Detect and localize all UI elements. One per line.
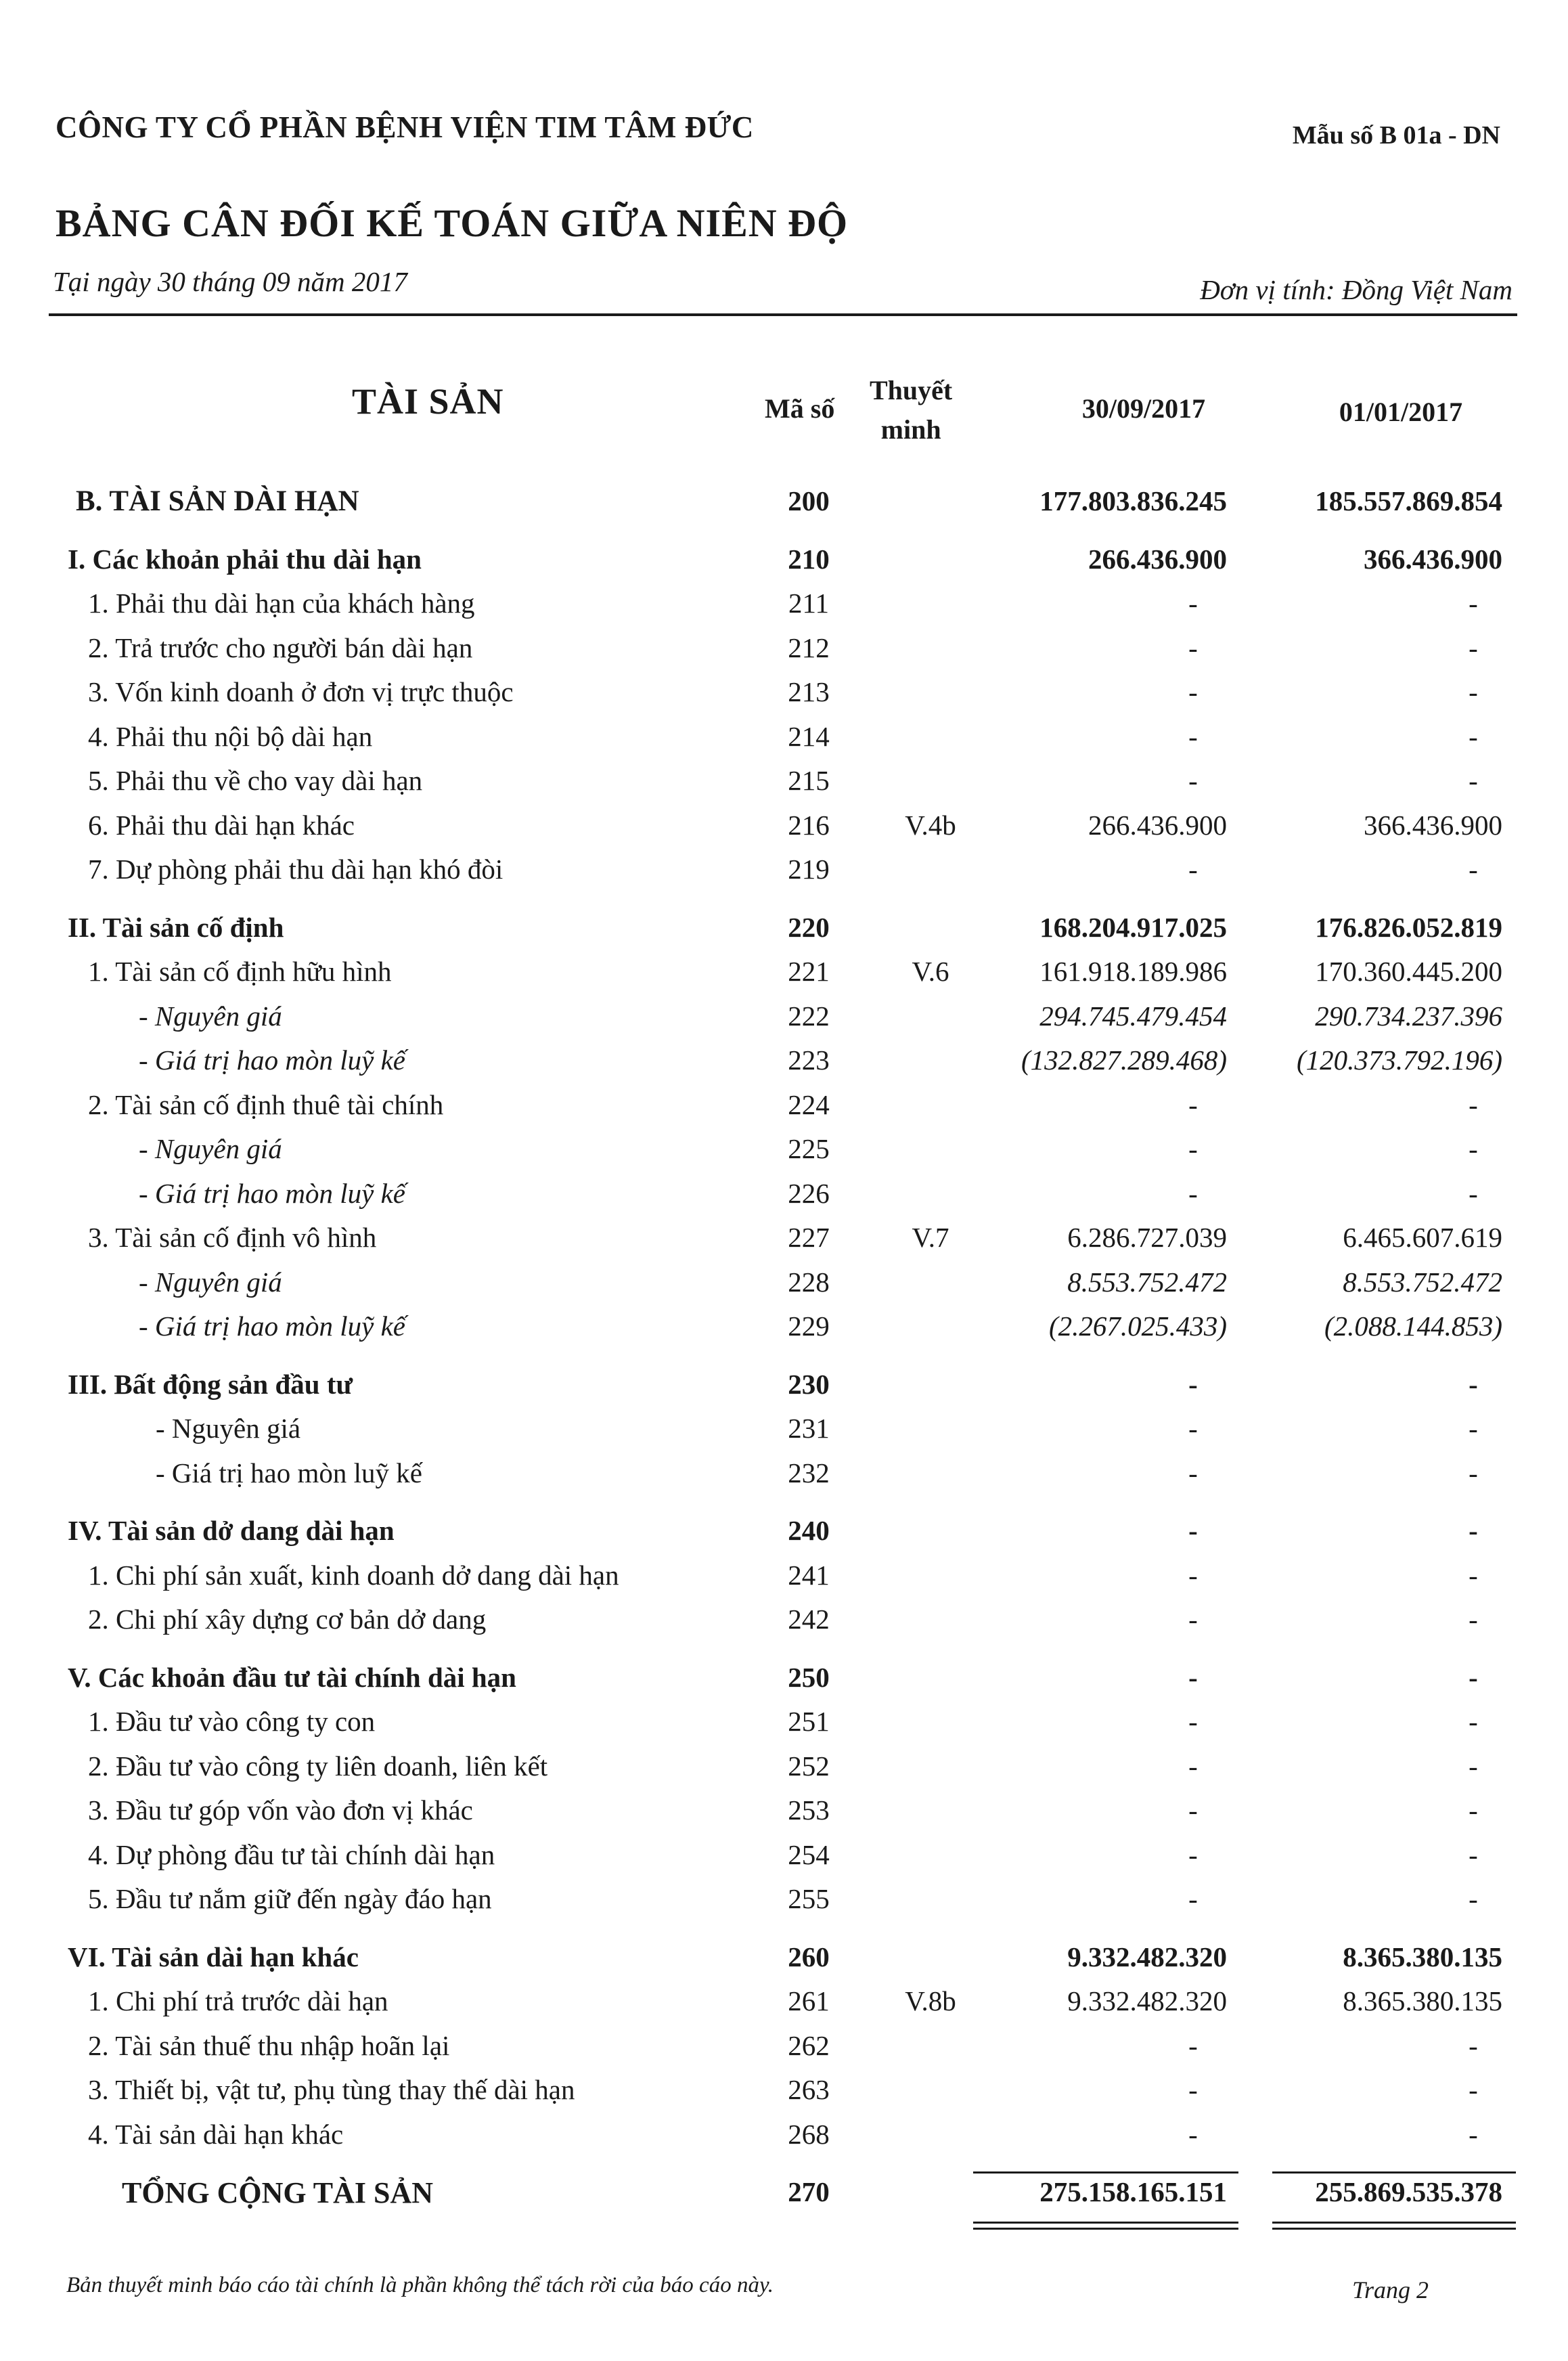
row-value-opening: 8.553.752.472: [1343, 1266, 1502, 1298]
row-note: V.8b: [905, 1985, 956, 2016]
table-row: [0, 1170, 1568, 1215]
row-label: 3. Thiết bị, vật tư, phụ tùng thay thế dài hạn: [88, 2074, 575, 2105]
row-label: 3. Đầu tư góp vốn vào đơn vị khác: [88, 1794, 473, 1826]
row-code: 224: [788, 1088, 830, 1120]
table-row: [0, 1037, 1568, 1082]
row-value-current: -: [1188, 2118, 1198, 2150]
row-label: 7. Dự phòng phải thu dài hạn khó đòi: [88, 854, 503, 885]
table-row: [0, 1450, 1568, 1495]
row-value-opening: -: [1469, 632, 1478, 663]
row-value-opening: 290.734.237.396: [1315, 1000, 1502, 1032]
row-value-current: -: [1188, 1604, 1198, 1635]
table-row: [0, 669, 1568, 713]
row-label: - Nguyên giá: [139, 1133, 282, 1164]
table-row: [0, 1303, 1568, 1348]
row-value-current: -: [1188, 1133, 1198, 1164]
table-row: [0, 2067, 1568, 2111]
total-bottom-rule-2b: [1272, 2228, 1516, 2230]
row-value-current: -: [1188, 1838, 1198, 1870]
row-code: 240: [788, 1515, 830, 1546]
row-value-opening: -: [1469, 720, 1478, 752]
row-code: 231: [788, 1413, 830, 1444]
report-date: Tại ngày 30 tháng 09 năm 2017: [53, 266, 407, 297]
row-code: 230: [788, 1368, 830, 1400]
table-row: [0, 713, 1568, 758]
row-code: 228: [788, 1266, 830, 1298]
table-row: [0, 1934, 1568, 1979]
row-value-opening: -: [1469, 676, 1478, 707]
row-label: 2. Tài sản cố định thuê tài chính: [88, 1088, 444, 1120]
total-row: [0, 2169, 1568, 2213]
row-value-opening: -: [1469, 1604, 1478, 1635]
row-label: - Giá trị hao mòn luỹ kế: [139, 1044, 405, 1076]
row-value-current: -: [1188, 1794, 1198, 1826]
row-label: 2. Chi phí xây dựng cơ bản dở dang: [88, 1604, 487, 1635]
row-code: 268: [788, 2118, 830, 2150]
column-header-asset: TÀI SẢN: [352, 381, 504, 422]
row-value-opening: -: [1469, 1838, 1478, 1870]
table-row: [0, 1214, 1568, 1259]
column-header-note-line2: minh: [880, 414, 941, 445]
row-value-current: -: [1188, 1515, 1198, 1546]
row-value-opening: -: [1469, 1661, 1478, 1693]
row-code: 214: [788, 720, 830, 752]
row-label: 1. Phải thu dài hạn của khách hàng: [88, 588, 475, 619]
row-value-current: (2.267.025.433): [1048, 1310, 1227, 1342]
row-value-current: 8.553.752.472: [1067, 1266, 1227, 1298]
row-code: 262: [788, 2029, 830, 2061]
row-note: V.6: [912, 956, 949, 987]
balance-sheet-rows: [0, 478, 1568, 2213]
row-code: 221: [788, 956, 830, 987]
company-name: CÔNG TY CỔ PHẦN BỆNH VIỆN TIM TÂM ĐỨC: [55, 110, 754, 144]
table-row: [0, 2023, 1568, 2067]
row-label: VI. Tài sản dài hạn khác: [68, 1941, 359, 1972]
row-value-current: -: [1188, 1706, 1198, 1737]
row-value-opening: -: [1469, 1559, 1478, 1591]
column-header-date1: 30/09/2017: [1081, 393, 1206, 424]
row-value-current: -: [1188, 1883, 1198, 1914]
row-value-opening: -: [1469, 588, 1478, 619]
row-value-opening: -: [1469, 765, 1478, 796]
row-value-current: -: [1188, 588, 1198, 619]
row-value-current: 9.332.482.320: [1067, 1985, 1227, 2016]
row-label: 4. Dự phòng đầu tư tài chính dài hạn: [88, 1838, 495, 1870]
row-code: 220: [788, 911, 830, 943]
row-code: 263: [788, 2074, 830, 2105]
row-value-opening: -: [1469, 1177, 1478, 1209]
row-label: - Giá trị hao mòn luỹ kế: [139, 1177, 405, 1209]
row-note: V.4b: [905, 809, 956, 841]
table-row: [0, 1698, 1568, 1743]
table-row: [0, 1082, 1568, 1126]
row-code: 254: [788, 1838, 830, 1870]
row-value-opening: 8.365.380.135: [1343, 1985, 1502, 2016]
row-value-current: (132.827.289.468): [1021, 1044, 1227, 1076]
row-value-current: 294.745.479.454: [1039, 1000, 1227, 1032]
table-row: [0, 625, 1568, 669]
row-label: 4. Tài sản dài hạn khác: [88, 2118, 344, 2150]
row-code: 222: [788, 1000, 830, 1032]
row-value-current: -: [1188, 2029, 1198, 2061]
row-label: 4. Phải thu nội bộ dài hạn: [88, 720, 373, 752]
row-code: 253: [788, 1794, 830, 1826]
row-code: 232: [788, 1457, 830, 1488]
total-code: 270: [788, 2176, 830, 2207]
row-code: 241: [788, 1559, 830, 1591]
row-value-opening: -: [1469, 1883, 1478, 1914]
row-value-opening: 366.436.900: [1364, 543, 1502, 575]
table-row: [0, 846, 1568, 891]
table-row: [0, 1743, 1568, 1788]
row-code: 219: [788, 854, 830, 885]
row-label: - Giá trị hao mòn luỹ kế: [139, 1310, 405, 1342]
row-code: 255: [788, 1883, 830, 1914]
row-value-current: -: [1188, 720, 1198, 752]
row-code: 250: [788, 1661, 830, 1693]
row-code: 225: [788, 1133, 830, 1164]
row-label: V. Các khoản đầu tư tài chính dài hạn: [68, 1661, 516, 1693]
row-value-current: -: [1188, 1088, 1198, 1120]
row-value-opening: 366.436.900: [1364, 809, 1502, 841]
row-label: IV. Tài sản dở dang dài hạn: [68, 1515, 395, 1546]
column-header-date2: 01/01/2017: [1339, 397, 1463, 427]
row-code: 227: [788, 1222, 830, 1253]
column-header-note-line1: Thuyết: [870, 375, 953, 405]
row-code: 213: [788, 676, 830, 707]
row-label: 2. Tài sản thuế thu nhập hoãn lại: [88, 2029, 450, 2061]
row-value-opening: (120.373.792.196): [1296, 1044, 1502, 1076]
row-label: 5. Đầu tư nắm giữ đến ngày đáo hạn: [88, 1883, 492, 1914]
table-row: [0, 580, 1568, 625]
row-label: 1. Tài sản cố định hữu hình: [88, 956, 392, 987]
header-divider: [49, 313, 1517, 316]
row-value-current: 9.332.482.320: [1067, 1941, 1227, 1972]
row-value-opening: -: [1469, 1088, 1478, 1120]
row-value-opening: 185.557.869.854: [1315, 485, 1502, 516]
row-value-current: 266.436.900: [1088, 543, 1227, 575]
table-row: [0, 948, 1568, 993]
row-value-opening: 170.360.445.200: [1315, 956, 1502, 987]
row-code: 260: [788, 1941, 830, 1972]
row-label: 2. Đầu tư vào công ty liên doanh, liên kết: [88, 1750, 548, 1782]
row-label: 6. Phải thu dài hạn khác: [88, 809, 355, 841]
row-label: 1. Chi phí trả trước dài hạn: [88, 1985, 388, 2016]
table-row: [0, 1596, 1568, 1641]
row-value-opening: -: [1469, 1794, 1478, 1826]
row-value-current: -: [1188, 854, 1198, 885]
row-label: I. Các khoản phải thu dài hạn: [68, 543, 422, 575]
table-row: [0, 757, 1568, 802]
row-value-opening: -: [1469, 1515, 1478, 1546]
row-label: 5. Phải thu về cho vay dài hạn: [88, 765, 423, 796]
row-code: 242: [788, 1604, 830, 1635]
table-row: [0, 1507, 1568, 1552]
row-code: 229: [788, 1310, 830, 1342]
table-row: [0, 478, 1568, 523]
table-row: [0, 1978, 1568, 2023]
row-label: 3. Tài sản cố định vô hình: [88, 1222, 377, 1253]
total-bottom-rule-2: [1272, 2222, 1516, 2224]
total-top-rule-2: [1272, 2171, 1516, 2174]
table-row: [0, 1654, 1568, 1699]
row-value-opening: -: [1469, 1750, 1478, 1782]
row-value-opening: -: [1469, 1457, 1478, 1488]
table-row: [0, 1876, 1568, 1920]
column-header-code: Mã số: [765, 393, 835, 424]
table-row: [0, 802, 1568, 847]
row-code: 200: [788, 485, 830, 516]
total-top-rule-1: [973, 2171, 1238, 2174]
row-code: 215: [788, 765, 830, 796]
row-value-current: -: [1188, 1559, 1198, 1591]
row-label: B. TÀI SẢN DÀI HẠN: [76, 485, 359, 517]
row-value-current: -: [1188, 1177, 1198, 1209]
total-label: TỔNG CỘNG TÀI SẢN: [122, 2176, 434, 2209]
row-value-opening: -: [1469, 1368, 1478, 1400]
row-value-opening: 6.465.607.619: [1343, 1222, 1502, 1253]
table-row: [0, 536, 1568, 581]
row-label: 1. Đầu tư vào công ty con: [88, 1706, 376, 1737]
table-row: [0, 1126, 1568, 1170]
table-row: [0, 993, 1568, 1038]
table-row: [0, 1259, 1568, 1304]
row-value-current: -: [1188, 632, 1198, 663]
row-value-opening: -: [1469, 1413, 1478, 1444]
table-row: [0, 1552, 1568, 1597]
row-value-opening: -: [1469, 2074, 1478, 2105]
row-value-current: 6.286.727.039: [1067, 1222, 1227, 1253]
table-row: [0, 1787, 1568, 1832]
column-header-note: [870, 371, 952, 449]
row-code: 226: [788, 1177, 830, 1209]
total-value-current: 275.158.165.151: [1039, 2176, 1227, 2207]
row-value-opening: (2.088.144.853): [1324, 1310, 1502, 1342]
page-number: Trang 2: [1351, 2276, 1429, 2303]
row-value-opening: -: [1469, 2118, 1478, 2150]
row-code: 216: [788, 809, 830, 841]
row-value-opening: -: [1469, 854, 1478, 885]
row-value-opening: -: [1469, 2029, 1478, 2061]
footer-note: Bản thuyết minh báo cáo tài chính là phần không thể tách rời của báo cáo này.: [66, 2273, 774, 2297]
row-label: III. Bất động sản đầu tư: [68, 1368, 353, 1400]
row-code: 212: [788, 632, 830, 663]
row-value-current: -: [1188, 1413, 1198, 1444]
table-row: [0, 904, 1568, 949]
row-value-current: 177.803.836.245: [1039, 485, 1227, 516]
row-value-current: 161.918.189.986: [1039, 956, 1227, 987]
row-value-current: -: [1188, 1457, 1198, 1488]
row-code: 251: [788, 1706, 830, 1737]
table-row: [0, 1405, 1568, 1450]
row-note: V.7: [912, 1222, 949, 1253]
row-value-current: -: [1188, 1750, 1198, 1782]
table-row: [0, 2111, 1568, 2156]
row-value-opening: -: [1469, 1133, 1478, 1164]
row-label: 1. Chi phí sản xuất, kinh doanh dở dang dài hạn: [88, 1559, 619, 1591]
row-value-current: -: [1188, 2074, 1198, 2105]
total-value-opening: 255.869.535.378: [1315, 2176, 1502, 2207]
row-value-current: -: [1188, 1661, 1198, 1693]
report-title: BẢNG CÂN ĐỐI KẾ TOÁN GIỮA NIÊN ĐỘ: [55, 201, 849, 245]
row-code: 210: [788, 543, 830, 575]
total-bottom-rule-1b: [973, 2228, 1238, 2230]
row-label: - Nguyên giá: [139, 1266, 282, 1298]
currency-unit: Đơn vị tính: Đồng Việt Nam: [1200, 274, 1513, 305]
table-row: [0, 1361, 1568, 1406]
row-value-current: -: [1188, 765, 1198, 796]
row-label: 2. Trả trước cho người bán dài hạn: [88, 632, 473, 663]
row-value-current: -: [1188, 676, 1198, 707]
row-value-current: 266.436.900: [1088, 809, 1227, 841]
table-row: [0, 1832, 1568, 1876]
row-label: 3. Vốn kinh doanh ở đơn vị trực thuộc: [88, 676, 514, 707]
row-code: 211: [788, 588, 829, 619]
row-label: - Nguyên giá: [156, 1413, 301, 1444]
row-label: - Giá trị hao mòn luỹ kế: [156, 1457, 422, 1488]
row-code: 261: [788, 1985, 830, 2016]
row-label: II. Tài sản cố định: [68, 911, 284, 943]
row-value-opening: 176.826.052.819: [1315, 911, 1502, 943]
row-value-current: 168.204.917.025: [1039, 911, 1227, 943]
total-bottom-rule-1: [973, 2222, 1238, 2224]
row-code: 252: [788, 1750, 830, 1782]
row-value-opening: -: [1469, 1706, 1478, 1737]
form-code: Mẫu số B 01a - DN: [1292, 121, 1500, 150]
row-label: - Nguyên giá: [139, 1000, 282, 1032]
row-code: 223: [788, 1044, 830, 1076]
row-value-opening: 8.365.380.135: [1343, 1941, 1502, 1972]
row-value-current: -: [1188, 1368, 1198, 1400]
